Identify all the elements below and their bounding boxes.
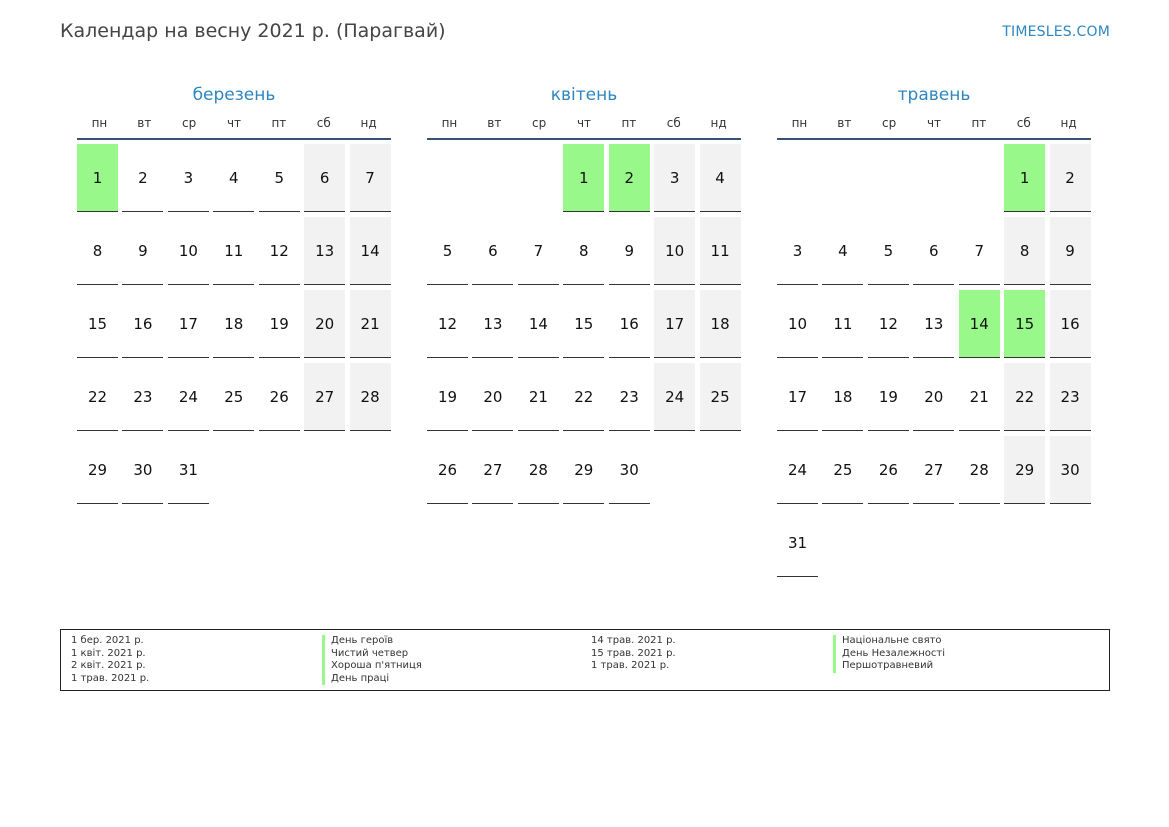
weekday-header <box>77 115 391 131</box>
day-cell: 12 <box>259 217 300 285</box>
day-cell: 15 <box>563 290 604 358</box>
day-cell: 10 <box>168 217 209 285</box>
header-divider <box>427 138 741 140</box>
day-cell: 27 <box>304 363 345 431</box>
day-cell: 1 <box>1004 144 1045 212</box>
day-cell: 11 <box>822 290 863 358</box>
day-cell: 16 <box>122 290 163 358</box>
weekday-label: нд <box>710 116 727 130</box>
weekday-label: чт <box>926 116 942 130</box>
day-cell: 14 <box>959 290 1000 358</box>
day-cell: 14 <box>518 290 559 358</box>
header-divider <box>777 138 1091 140</box>
weekday-label: сб <box>666 116 681 130</box>
legend-holiday-name: Чистий четвер <box>322 648 422 661</box>
day-cell: 5 <box>259 144 300 212</box>
day-cell: 21 <box>350 290 391 358</box>
day-cell: 26 <box>259 363 300 431</box>
day-cell: 7 <box>959 217 1000 285</box>
day-cell: 29 <box>563 436 604 504</box>
day-cell: 15 <box>77 290 118 358</box>
day-cell: 4 <box>822 217 863 285</box>
day-cell: 4 <box>213 144 254 212</box>
day-cell: 14 <box>350 217 391 285</box>
brand-link[interactable]: TIMESLES.COM <box>1002 24 1110 40</box>
page-title: Календар на весну 2021 р. (Парагвай) <box>60 20 446 42</box>
day-cell: 8 <box>1004 217 1045 285</box>
day-cell: 30 <box>1050 436 1091 504</box>
day-cell: 29 <box>1004 436 1045 504</box>
weekday-header <box>777 115 1091 131</box>
day-cell: 2 <box>122 144 163 212</box>
legend-holiday-name: День героїв <box>322 635 422 648</box>
weekday-label: чт <box>226 116 242 130</box>
day-cell: 17 <box>168 290 209 358</box>
day-cell: 22 <box>77 363 118 431</box>
day-cell: 8 <box>563 217 604 285</box>
day-cell: 18 <box>213 290 254 358</box>
day-cell: 25 <box>700 363 741 431</box>
day-cell: 20 <box>472 363 513 431</box>
legend-date: 1 трав. 2021 р. <box>71 672 150 684</box>
legend-date: 1 трав. 2021 р. <box>591 660 670 671</box>
day-cell: 7 <box>518 217 559 285</box>
day-cell: 2 <box>1050 144 1091 212</box>
day-cell: 1 <box>563 144 604 212</box>
day-cell: 9 <box>609 217 650 285</box>
day-cell: 28 <box>518 436 559 504</box>
legend-names-left <box>322 635 422 685</box>
legend-date: 2 квіт. 2021 р. <box>71 660 146 671</box>
day-cell: 11 <box>213 217 254 285</box>
day-cell: 30 <box>609 436 650 504</box>
day-cell: 22 <box>1004 363 1045 431</box>
day-cell: 29 <box>77 436 118 504</box>
day-cell: 12 <box>427 290 468 358</box>
day-cell: 25 <box>822 436 863 504</box>
day-cell: 25 <box>213 363 254 431</box>
day-cell: 6 <box>913 217 954 285</box>
month-april <box>427 84 741 479</box>
day-cell: 24 <box>777 436 818 504</box>
day-cell: 16 <box>1050 290 1091 358</box>
month-may <box>777 84 1091 552</box>
month-name: травень <box>897 85 971 105</box>
day-cell: 27 <box>472 436 513 504</box>
day-cell: 21 <box>959 363 1000 431</box>
legend-holiday-name: Національне свято <box>833 635 945 648</box>
legend-holiday-name: Першотравневий <box>833 660 945 673</box>
day-cell: 5 <box>427 217 468 285</box>
day-cell: 11 <box>700 217 741 285</box>
legend-date: 1 квіт. 2021 р. <box>71 647 146 659</box>
day-cell: 31 <box>168 436 209 504</box>
legend-date: 14 трав. 2021 р. <box>591 635 676 646</box>
weekday-label: пн <box>91 116 108 130</box>
day-cell: 10 <box>777 290 818 358</box>
month-march <box>77 84 391 479</box>
day-cell: 20 <box>913 363 954 431</box>
weekday-header <box>427 115 741 131</box>
weekday-label: вт <box>137 116 152 130</box>
holiday-legend <box>60 629 1110 691</box>
month-name: квітень <box>550 85 618 105</box>
day-cell: 10 <box>654 217 695 285</box>
day-cell: 1 <box>77 144 118 212</box>
day-cell: 26 <box>427 436 468 504</box>
day-cell: 17 <box>777 363 818 431</box>
weekday-label: пн <box>441 116 458 130</box>
legend-dates-right <box>591 635 676 673</box>
day-cell: 13 <box>304 217 345 285</box>
weekday-label: пт <box>621 116 637 130</box>
weekday-label: вт <box>837 116 852 130</box>
day-cell: 24 <box>654 363 695 431</box>
day-cell: 3 <box>654 144 695 212</box>
weekday-label: пн <box>791 116 808 130</box>
day-cell: 30 <box>122 436 163 504</box>
day-cell: 2 <box>609 144 650 212</box>
day-cell: 26 <box>868 436 909 504</box>
day-cell: 4 <box>700 144 741 212</box>
day-cell: 13 <box>913 290 954 358</box>
day-cell: 5 <box>868 217 909 285</box>
day-cell: 13 <box>472 290 513 358</box>
legend-holiday-name: День праці <box>322 673 422 686</box>
weekday-label: пт <box>271 116 287 130</box>
day-cell: 31 <box>777 509 818 577</box>
weekday-label: вт <box>487 116 502 130</box>
day-cell: 18 <box>822 363 863 431</box>
day-cell: 21 <box>518 363 559 431</box>
day-cell: 22 <box>563 363 604 431</box>
legend-holiday-name: Хороша п'ятниця <box>322 660 422 673</box>
weekday-label: нд <box>1060 116 1077 130</box>
day-cell: 24 <box>168 363 209 431</box>
weekday-label: ср <box>882 116 897 130</box>
weekday-label: ср <box>182 116 197 130</box>
weekday-label: чт <box>576 116 592 130</box>
day-cell: 8 <box>77 217 118 285</box>
day-cell: 28 <box>959 436 1000 504</box>
weekday-label: пт <box>971 116 987 130</box>
weekday-label: ср <box>532 116 547 130</box>
weekday-label: сб <box>316 116 331 130</box>
legend-holiday-name: День Незалежності <box>833 648 945 661</box>
day-cell: 7 <box>350 144 391 212</box>
day-cell: 9 <box>122 217 163 285</box>
day-cell: 6 <box>304 144 345 212</box>
day-cell: 3 <box>777 217 818 285</box>
day-cell: 16 <box>609 290 650 358</box>
day-cell: 15 <box>1004 290 1045 358</box>
day-cell: 6 <box>472 217 513 285</box>
day-cell: 28 <box>350 363 391 431</box>
legend-date: 15 трав. 2021 р. <box>591 647 676 659</box>
legend-names-right <box>833 635 945 673</box>
legend-date: 1 бер. 2021 р. <box>71 635 144 646</box>
month-name: березень <box>192 85 276 105</box>
day-cell: 17 <box>654 290 695 358</box>
legend-dates-left <box>71 635 149 685</box>
weekday-label: нд <box>360 116 377 130</box>
day-cell: 27 <box>913 436 954 504</box>
day-cell: 9 <box>1050 217 1091 285</box>
day-cell: 20 <box>304 290 345 358</box>
header-divider <box>77 138 391 140</box>
day-cell: 23 <box>1050 363 1091 431</box>
day-cell: 23 <box>122 363 163 431</box>
day-cell: 3 <box>168 144 209 212</box>
day-cell: 19 <box>868 363 909 431</box>
day-cell: 23 <box>609 363 650 431</box>
day-cell: 19 <box>427 363 468 431</box>
weekday-label: сб <box>1016 116 1031 130</box>
day-cell: 19 <box>259 290 300 358</box>
day-cell: 12 <box>868 290 909 358</box>
day-cell: 18 <box>700 290 741 358</box>
